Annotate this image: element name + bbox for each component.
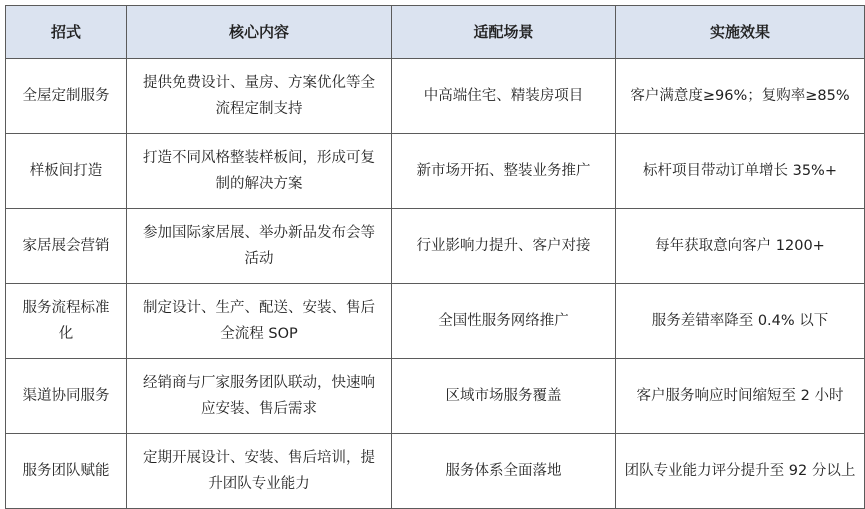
cell-scenario: 区域市场服务覆盖 — [392, 359, 616, 434]
cell-tactic: 全屋定制服务 — [6, 59, 127, 134]
header-cell-tactic: 招式 — [6, 6, 127, 59]
cell-scenario: 新市场开拓、整装业务推广 — [392, 134, 616, 209]
table-row — [6, 359, 865, 434]
cell-scenario: 服务体系全面落地 — [392, 434, 616, 509]
cell-effect: 服务差错率降至 0.4% 以下 — [616, 284, 865, 359]
table-body — [6, 59, 865, 509]
cell-core-content: 参加国际家居展、举办新品发布会等活动 — [127, 209, 392, 284]
table-row — [6, 434, 865, 509]
cell-effect: 客户满意度≥96%；复购率≥85% — [616, 59, 865, 134]
cell-core-content: 定期开展设计、安装、售后培训，提升团队专业能力 — [127, 434, 392, 509]
header-cell-core-content: 核心内容 — [127, 6, 392, 59]
table-row — [6, 284, 865, 359]
cell-scenario: 全国性服务网络推广 — [392, 284, 616, 359]
cell-core-content: 经销商与厂家服务团队联动，快速响应安装、售后需求 — [127, 359, 392, 434]
header-cell-scenario: 适配场景 — [392, 6, 616, 59]
table-row — [6, 209, 865, 284]
cell-effect: 每年获取意向客户 1200+ — [616, 209, 865, 284]
cell-tactic: 家居展会营销 — [6, 209, 127, 284]
cell-tactic: 样板间打造 — [6, 134, 127, 209]
cell-effect: 团队专业能力评分提升至 92 分以上 — [616, 434, 865, 509]
cell-core-content: 提供免费设计、量房、方案优化等全流程定制支持 — [127, 59, 392, 134]
table-container — [5, 5, 856, 505]
cell-effect: 标杆项目带动订单增长 35%+ — [616, 134, 865, 209]
cell-core-content: 打造不同风格整装样板间，形成可复制的解决方案 — [127, 134, 392, 209]
header-row — [6, 6, 865, 59]
strategy-table — [5, 5, 865, 509]
table-row — [6, 59, 865, 134]
cell-scenario: 中高端住宅、精装房项目 — [392, 59, 616, 134]
cell-tactic: 服务团队赋能 — [6, 434, 127, 509]
table-header — [6, 6, 865, 59]
table-row — [6, 134, 865, 209]
header-cell-effect: 实施效果 — [616, 6, 865, 59]
cell-tactic: 服务流程标准化 — [6, 284, 127, 359]
cell-tactic: 渠道协同服务 — [6, 359, 127, 434]
cell-effect: 客户服务响应时间缩短至 2 小时 — [616, 359, 865, 434]
cell-core-content: 制定设计、生产、配送、安装、售后全流程 SOP — [127, 284, 392, 359]
cell-scenario: 行业影响力提升、客户对接 — [392, 209, 616, 284]
